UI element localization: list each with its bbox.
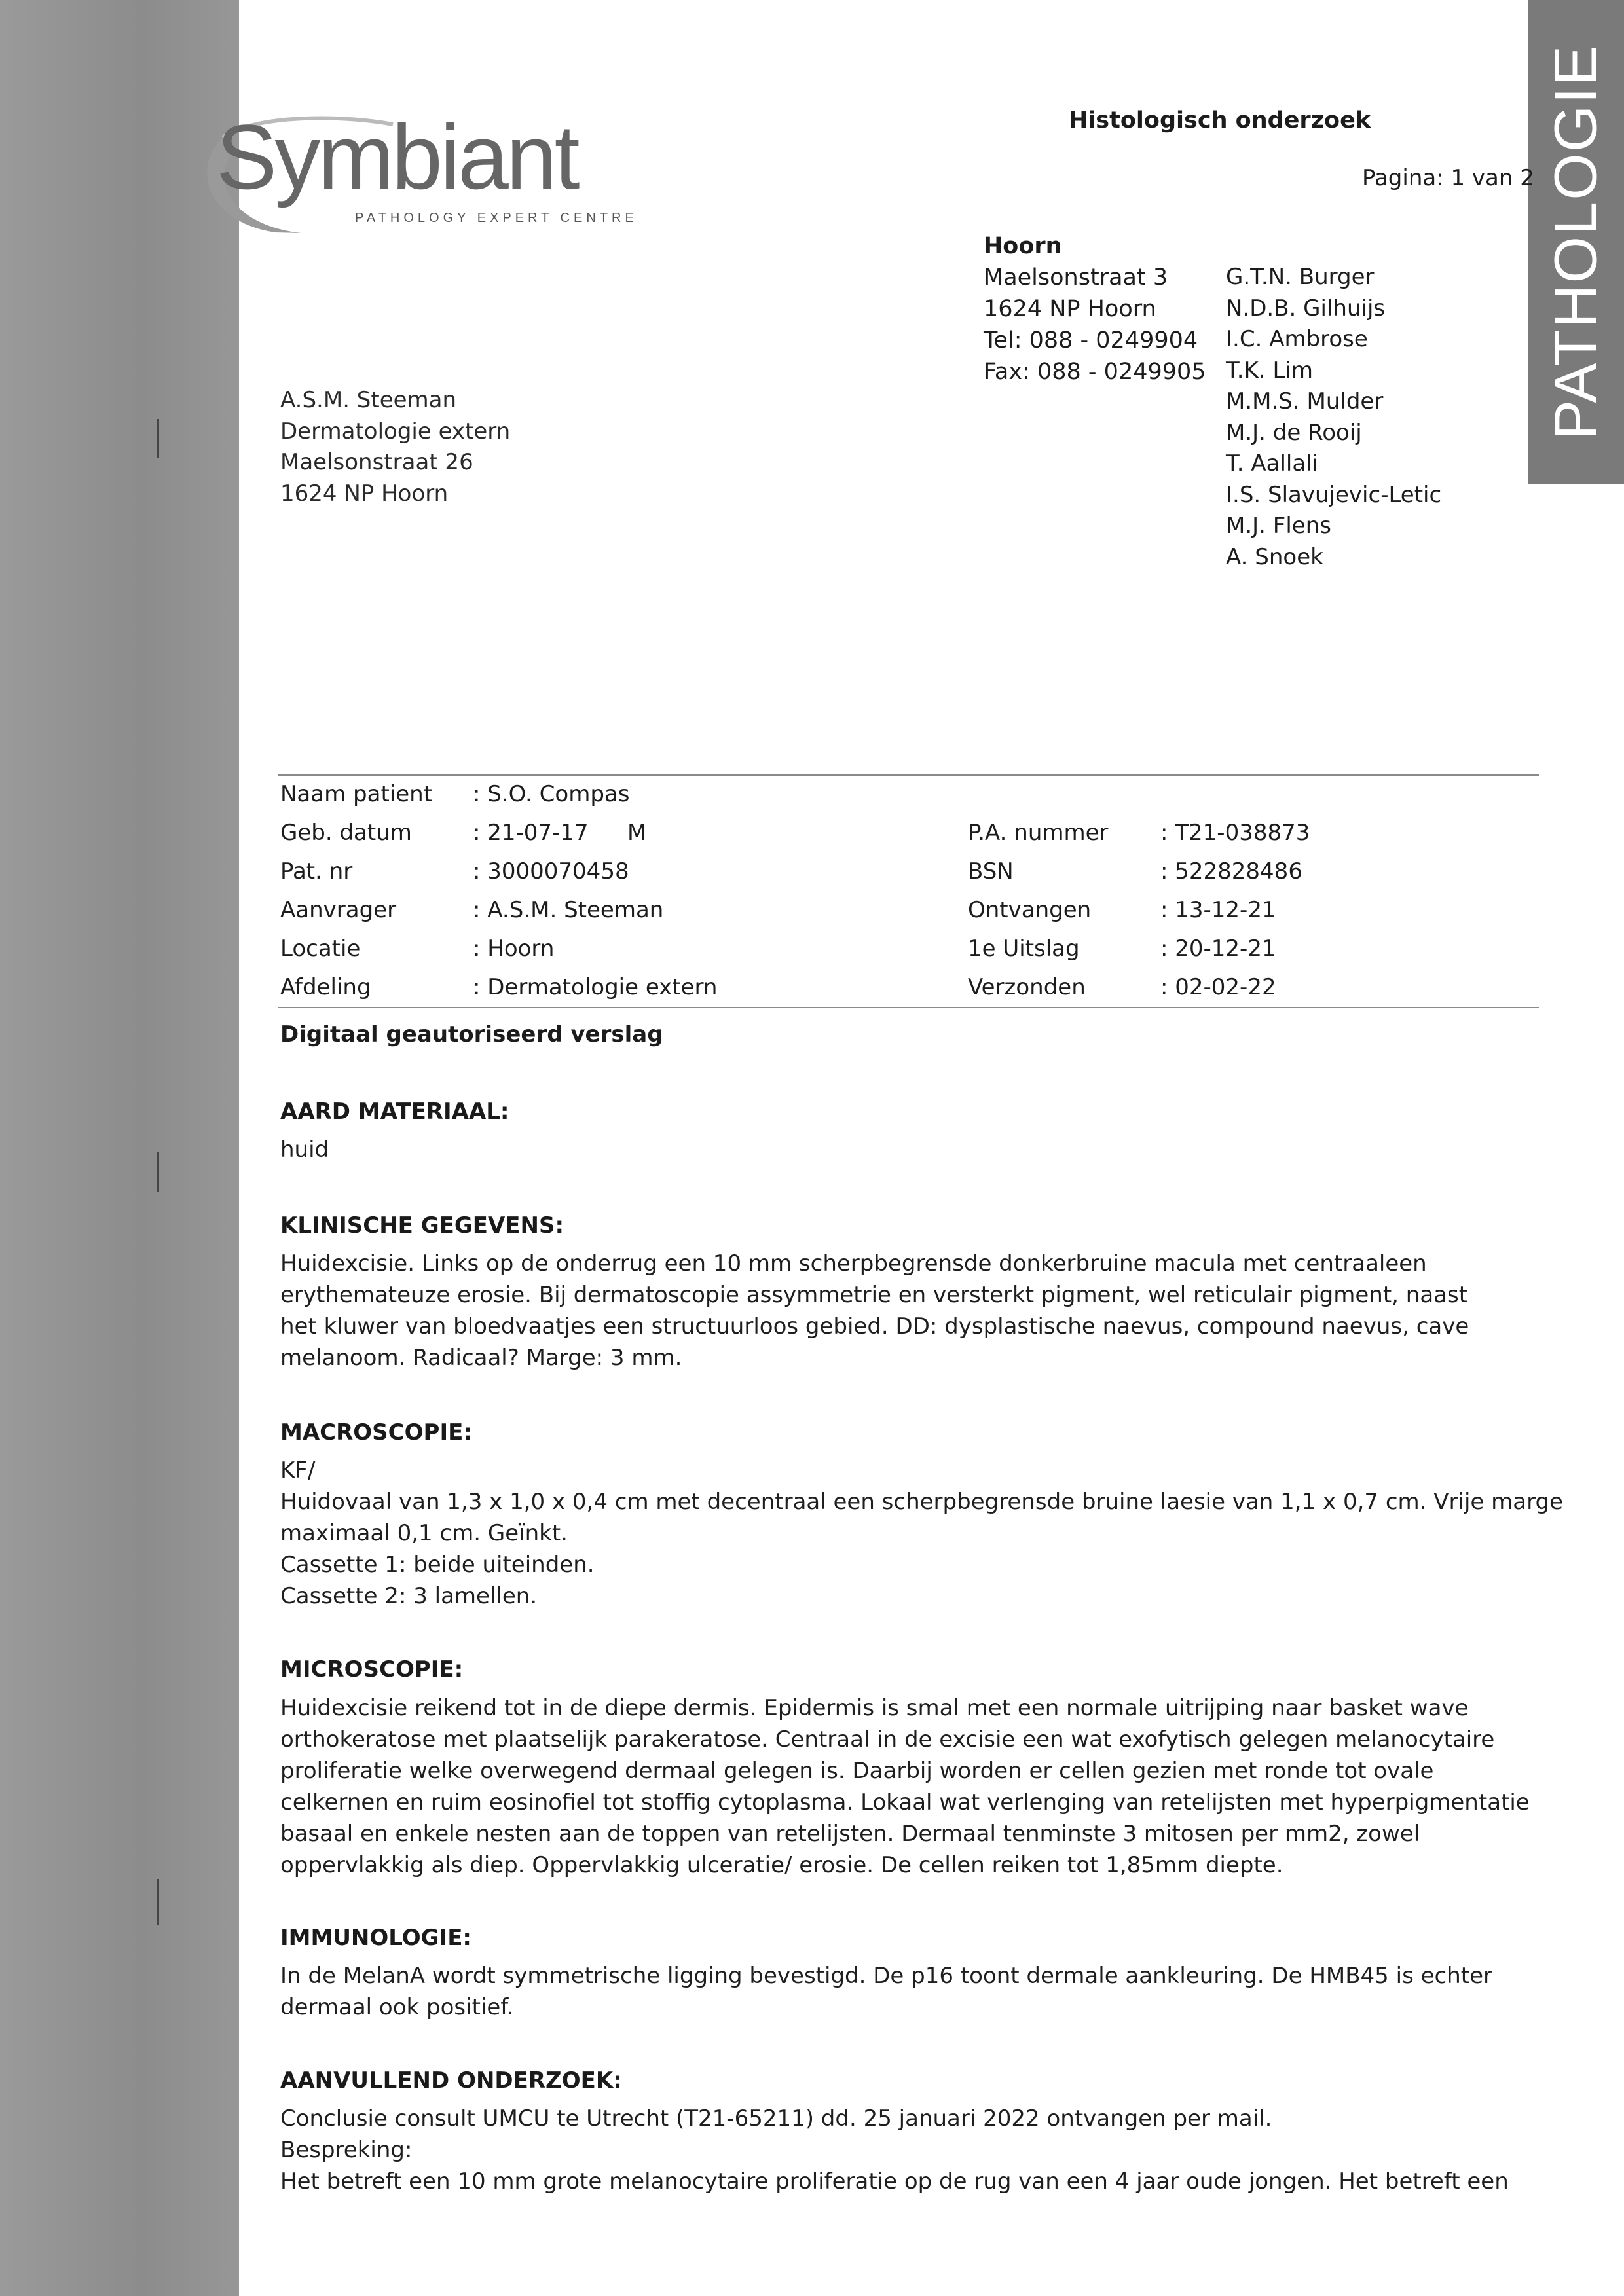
text-line: het kluwer van bloedvaatjes een structuurloos gebied. DD: dysplastische naevus, compound naevus, cave (280, 1313, 1469, 1339)
label-patnr: Pat. nr (280, 858, 353, 884)
fold-mark (157, 1879, 159, 1925)
staff-member: I.S. Slavujevic-Letic (1226, 481, 1442, 508)
staff-member: T.K. Lim (1226, 357, 1313, 384)
section-body-extra (280, 2103, 1509, 2197)
divider (278, 1007, 1539, 1008)
label-bsn: BSN (968, 858, 1014, 884)
section-body-micro (280, 1692, 1530, 1881)
text-line: Het betreft een 10 mm grote melanocytaire proliferatie op de rug van een 4 jaar oude jongen. Het betreft een (280, 2168, 1509, 2195)
divider (278, 774, 1539, 776)
recipient-postcode: 1624 NP Hoorn (280, 480, 449, 507)
side-tab-label: PATHOLOGIE (1542, 44, 1610, 441)
label-first-result: 1e Uitslag (968, 936, 1080, 962)
value-first-result: : 20-12-21 (1160, 936, 1276, 962)
staff-member: G.T.N. Burger (1226, 264, 1375, 290)
value-pa-number: : T21-038873 (1160, 820, 1310, 846)
page-number: Pagina: 1 van 2 (1362, 165, 1534, 191)
text-line: huid (280, 1137, 329, 1163)
staff-member: M.J. Flens (1226, 513, 1331, 539)
section-heading-immuno: IMMUNOLOGIE: (280, 1925, 472, 1951)
text-line: In de MelanA wordt symmetrische ligging bevestigd. De p16 toont dermale aankleuring. De HMB45 is echter (280, 1963, 1492, 1989)
label-requester: Aanvrager (280, 897, 397, 923)
recipient-name: A.S.M. Steeman (280, 387, 457, 413)
text-line: orthokeratose met plaatselijk parakeratose. Centraal in de excisie een wat exofytisch gelegen melanocytaire (280, 1726, 1495, 1753)
label-received: Ontvangen (968, 897, 1092, 923)
section-heading-macro: MACROSCOPIE: (280, 1419, 472, 1446)
text-line: oppervlakkig als diep. Oppervlakkig ulceratie/ erosie. De cellen reiken tot 1,85mm diepte. (280, 1852, 1283, 1878)
recipient-street: Maelsonstraat 26 (280, 449, 473, 475)
office-tel: Tel: 088 - 0249904 (984, 327, 1198, 354)
staff-member: M.M.S. Mulder (1226, 388, 1384, 414)
section-body-material (280, 1134, 329, 1165)
value-sent: : 02-02-22 (1160, 974, 1276, 1000)
text-line: Bespreking: (280, 2137, 413, 2163)
fold-mark (157, 419, 159, 458)
text-line: Cassette 1: beide uiteinden. (280, 1552, 595, 1578)
value-requester: : A.S.M. Steeman (473, 897, 664, 923)
staff-member: I.C. Ambrose (1226, 326, 1368, 352)
document-title: Histologisch onderzoek (1069, 107, 1371, 134)
text-line: celkernen en ruim eosinofiel tot stoffig cytoplasma. Lokaal wat verlenging van retelijsten met hyperpigmentatie (280, 1789, 1530, 1815)
value-patnr: : 3000070458 (473, 858, 629, 884)
office-name: Hoorn (984, 233, 1062, 259)
section-heading-clinical: KLINISCHE GEGEVENS: (280, 1212, 564, 1239)
logo-wordmark: Symbiant (216, 105, 578, 208)
text-line: Huidexcisie reikend tot in de diepe dermis. Epidermis is smal met een normale uitrijping naar basket wave (280, 1695, 1469, 1721)
label-sent: Verzonden (968, 974, 1086, 1000)
text-line: basaal en enkele nesten aan de toppen van retelijsten. Dermaal tenminste 3 mitosen per mm2, zowel (280, 1821, 1420, 1847)
office-street: Maelsonstraat 3 (984, 264, 1168, 291)
text-line: dermaal ook positief. (280, 1994, 514, 2020)
label-department: Afdeling (280, 974, 371, 1000)
value-dob: : 21-07-17 (473, 820, 589, 846)
staff-list (1226, 262, 1441, 573)
office-fax: Fax: 088 - 0249905 (984, 359, 1206, 385)
label-location: Locatie (280, 936, 361, 962)
value-patient-name: : S.O. Compas (473, 781, 630, 807)
value-bsn: : 522828486 (1160, 858, 1302, 884)
office-address (984, 230, 1206, 388)
office-postcode: 1624 NP Hoorn (984, 296, 1156, 322)
staff-member: T. Aallali (1226, 450, 1319, 477)
text-line: Conclusie consult UMCU te Utrecht (T21-65211) dd. 25 januari 2022 ontvangen per mail. (280, 2105, 1272, 2132)
text-line: erythemateuze erosie. Bij dermatoscopie assymmetrie en versterkt pigment, wel reticulair pigment, naast (280, 1282, 1468, 1308)
text-line: Huidexcisie. Links op de onderrug een 10 mm scherpbegrensde donkerbruine macula met centraaleen (280, 1250, 1427, 1277)
staff-member: N.D.B. Gilhuijs (1226, 295, 1386, 321)
text-line: maximaal 0,1 cm. Geïnkt. (280, 1520, 568, 1546)
section-body-clinical (280, 1248, 1469, 1374)
section-heading-micro: MICROSCOPIE: (280, 1656, 464, 1683)
section-body-macro (280, 1455, 1563, 1612)
section-heading-material: AARD MATERIAAL: (280, 1099, 509, 1125)
text-line: Huidovaal van 1,3 x 1,0 x 0,4 cm met decentraal een scherpbegrensde bruine laesie van 1,1 x 0,7 cm. Vrije marge (280, 1489, 1563, 1515)
section-body-immuno (280, 1960, 1492, 2023)
left-margin-band (0, 0, 239, 2296)
value-sex: M (627, 820, 647, 846)
label-dob: Geb. datum (280, 820, 412, 846)
staff-member: A. Snoek (1226, 543, 1323, 570)
label-pa-number: P.A. nummer (968, 820, 1109, 846)
symbiant-logo (196, 105, 668, 242)
value-location: : Hoorn (473, 936, 555, 962)
value-department: : Dermatologie extern (473, 974, 718, 1000)
recipient-department: Dermatologie extern (280, 418, 511, 445)
text-line: Cassette 2: 3 lamellen. (280, 1583, 538, 1609)
label-patient-name: Naam patient (280, 781, 433, 807)
logo-subtitle: PATHOLOGY EXPERT CENTRE (355, 211, 638, 225)
text-line: KF/ (280, 1457, 316, 1484)
text-line: proliferatie welke overwegend dermaal gelegen is. Daarbij worden er cellen gezien met ronde tot ovale (280, 1758, 1434, 1784)
recipient-address (280, 385, 510, 509)
authorized-note: Digitaal geautoriseerd verslag (280, 1021, 663, 1048)
value-received: : 13-12-21 (1160, 897, 1276, 923)
section-heading-extra: AANVULLEND ONDERZOEK: (280, 2068, 622, 2094)
fold-mark (157, 1152, 159, 1192)
text-line: melanoom. Radicaal? Marge: 3 mm. (280, 1345, 682, 1371)
staff-member: M.J. de Rooij (1226, 419, 1362, 446)
